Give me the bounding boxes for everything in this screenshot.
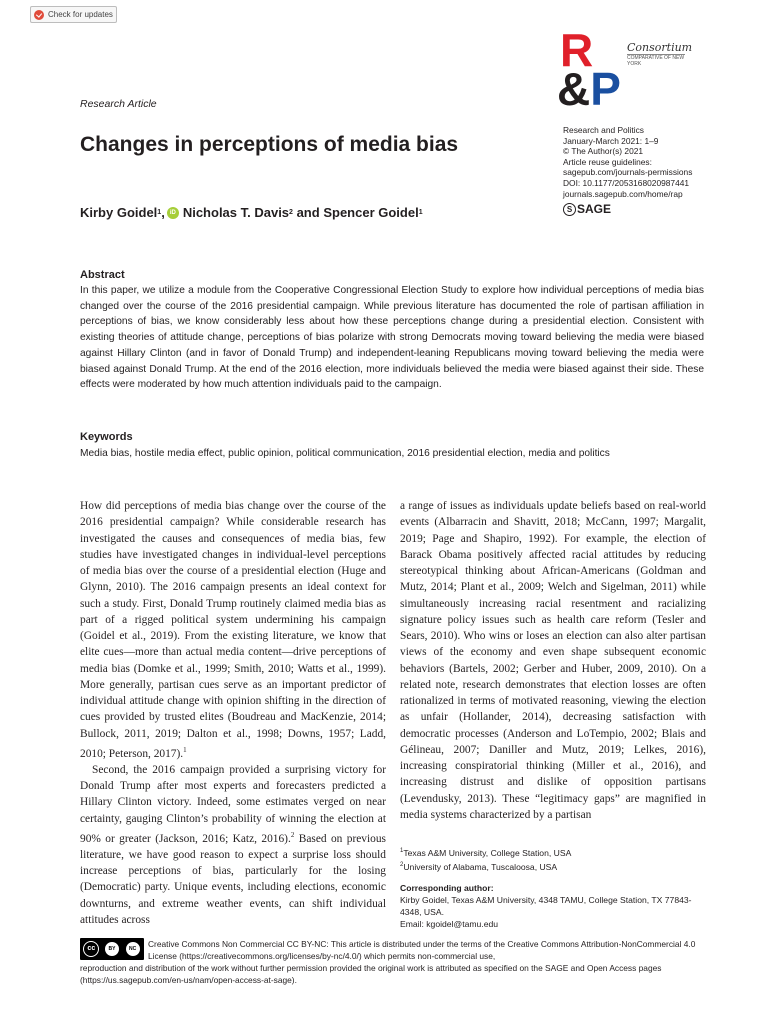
- author-affil: 2: [289, 209, 293, 216]
- author-affil: 1: [157, 209, 162, 216]
- footnotes: [400, 846, 706, 931]
- consortium-text: COMPARATIVE OF NEW YORK: [627, 55, 685, 67]
- orcid-icon[interactable]: iD: [167, 207, 179, 219]
- journal-meta: [563, 125, 763, 199]
- author-separator: ,: [161, 205, 165, 220]
- consortium-logo: [627, 41, 693, 67]
- article-type-label: Research Article: [80, 98, 157, 110]
- paragraph-text: How did perceptions of media bias change over the course of the 2016 presidential campaign? While considerable research has investigated the causes and consequences of media bias, few studies have investigated changes in individual-level perceptions of media bias over the course of a presidential election (Huge and Glynn, 2010). The 2016 campaign presents an ideal context for such a study. First, Donald Trump routinely claimed media bias as part of a rigged political system undermining his campaign (Goidel et al., 2019). From the existing literature, we know that elite cues—more than actual media content—drive perceptions of media bias (Domke et al., 1999; Smith, 2010; Watts et al., 1999). More generally, partisan cues serve as an important predictor of individual attitude change with opinion shifting in the direction of cues provided by trusted elites (Boudreau and MacKenzie, 2014; Bullock, 2011, 2019; Dalton et al., 1998; Downs, 1957; Ladd, 2010; Peterson, 2017).: [80, 500, 386, 760]
- keywords-text: Media bias, hostile media effect, public opinion, political communication, 2016 presidential election, media and politics: [80, 448, 610, 459]
- author-name: Nicholas T. Davis: [182, 205, 290, 220]
- consortium-script: Consortium: [627, 41, 693, 54]
- author-name: Kirby Goidel: [80, 205, 158, 220]
- sage-logo: [563, 202, 611, 216]
- journal-logo-amp-p: [557, 63, 621, 115]
- affil-sup: 1: [400, 848, 404, 854]
- body-column-right: [400, 498, 706, 823]
- affiliation: [400, 860, 706, 874]
- corresponding-author-email[interactable]: Email: kgoidel@tamu.edu: [400, 918, 499, 929]
- reuse-label: Article reuse guidelines:: [563, 156, 652, 167]
- journal-logo-r: R: [560, 24, 594, 76]
- copyright: © The Author(s) 2021: [563, 146, 644, 157]
- affil-text: Texas A&M University, College Station, USA: [403, 847, 572, 858]
- check-for-updates-label: Check for updates: [48, 10, 113, 19]
- affiliation: [400, 846, 706, 860]
- author-and: and: [296, 205, 320, 220]
- author-name: Spencer Goidel: [323, 205, 419, 220]
- logo-amp: &: [557, 63, 591, 115]
- check-circle-icon: [34, 10, 44, 20]
- footnote-ref[interactable]: 1: [183, 745, 187, 754]
- nc-icon: NC: [125, 941, 141, 957]
- paragraph: [80, 762, 386, 928]
- footnote-ref[interactable]: 2: [290, 830, 295, 839]
- body-column-left: [80, 498, 386, 928]
- cc-by-nc-badge[interactable]: [80, 938, 144, 960]
- article-title: Changes in perceptions of media bias: [80, 133, 459, 156]
- author-affil: 1: [418, 209, 423, 216]
- journal-name: Research and Politics: [563, 125, 644, 135]
- sage-s-icon: S: [563, 203, 576, 216]
- check-for-updates-button[interactable]: [30, 6, 117, 23]
- license-block: [80, 938, 706, 1000]
- abstract-heading: Abstract: [80, 269, 125, 281]
- affil-text: University of Alabama, Tuscaloosa, USA: [403, 861, 558, 872]
- by-icon: BY: [104, 941, 120, 957]
- logo-p: P: [590, 63, 621, 115]
- paragraph: a range of issues as individuals update beliefs based on real-world events (Albarracin and Shavitt, 2018; McCann, 1997; Margalit, 2019; Page and Shapiro, 1992). For example, the election of Barack Obama positively affected racial attitudes by reducing stereotypical thinking about African-Americans (Goldman and Mutz, 2014; Plant et al., 2009; Welch and Sigelman, 2011) while simultaneously increasing racial resentment and racializing signature policy issues such as health care reform (Tesler and Sears, 2010). Who wins or loses an election can also alter partisan views of the economy and even shape subsequent economic behaviors (Bartels, 2002; Gerber and Huber, 2009, 2010). On a related note, research demonstrates that election losses are often rationalized in terms of motivated reasoning, viewing the election as unfair (Hollander, 2014), decreasing satisfaction with democratic processes (Anderson and LoTempio, 2002; Blais and Gélineau, 2007; Daniller and Mutz, 2019; Lelkes, 2016), increasing conspiratorial thinking (Miller et al., 2016), and increasing distrust and dislike of opposition partisans (Levendusky, 2013). These “legitimacy gaps” are magnified in media systems characterized by a partisan: [400, 500, 706, 821]
- journal-home-link[interactable]: journals.sagepub.com/home/rap: [563, 188, 683, 199]
- corresponding-author-address: Kirby Goidel, Texas A&M University, 4348 TAMU, College Station, TX 77843-4348, USA.: [400, 895, 692, 917]
- keywords-heading: Keywords: [80, 431, 133, 443]
- paragraph-text: Second, the 2016 campaign provided a surprising victory for Donald Trump after most experts and forecasters predicted a Hillary Clinton victory. Indeed, some estimates verged on near certainty, gauging Clinton’s probability of winning the election at 90% or greater (Jackson, 2016; Katz, 2016).: [80, 763, 386, 845]
- license-text-bottom: reproduction and distribution of the work without further permission provided the original work is attributed as specified on the SAGE and Open Access pages (https://us.sagepub.com/en-us/nam/open-access-at-sage).: [80, 963, 662, 986]
- author-list: [80, 205, 423, 220]
- permissions-link[interactable]: sagepub.com/journals-permissions: [563, 167, 693, 178]
- journal-issue: January-March 2021: 1–9: [563, 135, 659, 146]
- affil-sup: 2: [400, 861, 404, 868]
- abstract-text: In this paper, we utilize a module from the Cooperative Congressional Election Study to explore how individual perceptions of media bias changed over the course of the 2016 presidential campaign. While previous literature has documented the role of partisan affiliation in perceptions of bias, we know considerably less about how these perceptions change during a presidential election. Consistent with existing theories of attitude change, perceptions of bias polarize with strong Democrats moving toward believing the media were biased against Hillary Clinton (and in favor of Donald Trump) and independent-leaning Republicans moving toward believing the media were biased against Donald Trump. At the end of the 2016 election, more individuals believed the media were biased against their side. These effects were moderated by how much attention individuals paid to the campaign.: [80, 285, 704, 391]
- paragraph: [80, 498, 386, 762]
- corresponding-author-heading: Corresponding author:: [400, 883, 494, 894]
- doi-link[interactable]: DOI: 10.1177/2053168020987441: [563, 177, 690, 188]
- cc-icon: cc: [83, 941, 99, 957]
- paragraph-text: Based on previous literature, we have good reason to expect a surprise loss should increase perceptions of bias, particularly for the losing (Democratic) party. Unique events, including elections, economic downturns, and extreme weather events, can shift individual attitudes across: [80, 832, 386, 926]
- sage-text: SAGE: [577, 202, 612, 216]
- license-text-top: Creative Commons Non Commercial CC BY-NC: This article is distributed under the terms of the Creative Commons Attribution-NonCommercial 4.0 License (https://creativecommons.org/licenses/by-nc/4.0/) which permits non-commercial use,: [148, 939, 696, 962]
